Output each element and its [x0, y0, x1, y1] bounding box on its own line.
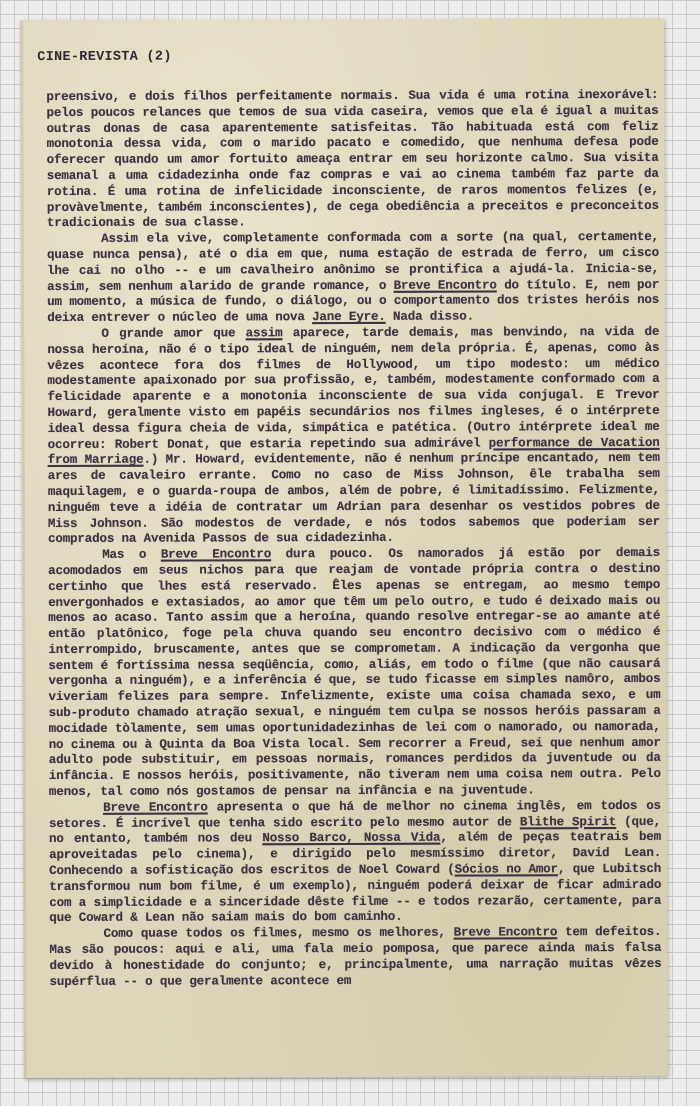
text-run: do título. E, nem por um momento, a música de fundo, o diálogo, ou o comportamento dos tristes heróis nos deixa entrever o núcleo de uma nova	[47, 277, 660, 326]
article-body	[46, 88, 661, 991]
underlined-title: Blithe Spirit	[519, 814, 617, 830]
text-run: dura pouco. Os namorados já estão por demais acomodados em seus nichos para que reajam de vontade própria contra o destino certinho que lhes está reservado. Êles apenas se entregam, ao mesmo tempo envergonhados e extasiados, ao amor que têm um pelo outro, e tudo é deixado mais ou menos ao acaso. Tanto assim que a heroína, quando resolve entregar-se ao amante até então platônico, foge pela chuva quando seu encontro decisivo com o médico é interrompido, bruscamente, antes que se comprometam. A indicação da vergonha que sentem é fortíssima nessa seqüência, como, aliás, em todo o filme (que não causará vergonha a ninguém), e a inferência é que, se tudo ficasse em simples namôro, ambos viveriam felizes para sempre. Infelizmente, existe uma coisa chamada sexo, e um sub-produto chamado atração sexual, e ninguém tem culpa se nossos heróis passaram a mocidade tòlamente, sem umas oportunidadezinhas de lei com o namorado, ou namorada, no cinema ou à Quinta da Boa Vista local. Sem recorrer a Freud, sei que nenhum amor adulto pode substituir, em pessoas normais, romances perdidos da juventude ou da infância. E nossos heróis, positivamente, não tiveram nem uma coisa nem outra. Pelo menos, tal como nós gostamos de pensar na infância e na juventude.	[48, 546, 661, 800]
text-run: Nada disso.	[385, 309, 474, 325]
underlined-title: Breve Encontro	[103, 800, 208, 815]
text-run: O grande amor que	[101, 326, 246, 341]
paragraph	[49, 799, 661, 928]
underlined-title: Breve Encontro	[160, 547, 272, 562]
underlined-title: Breve Encontro	[393, 278, 497, 293]
text-run: , além de peças teatrais bem aproveitadas pelo cinema), e dirigido pelo mesmíssimo diretor, David Lean. Conhecendo a sofisticação dos escritos de Noel Coward (	[49, 830, 662, 879]
text-run: Assim ela vive, completamente conformada com a sorte (na qual, certamente, quase nunca pensa), até o dia em que, numa estação de estrada de ferro, um cisco lhe cai no olho -- e um cavalheiro anônimo se prontifica a ajudá-la. Inicia-se, assim, sem nenhum alarido de grande romance, o	[46, 230, 660, 294]
underlined-title: Sócios no Amor	[454, 862, 558, 877]
text-run: Como quase todos os filmes, mesmo os melhores,	[103, 925, 454, 942]
text-run: .) Mr. Howard, evidentemente, não é nenhum príncipe encantado, nem tem ares de cavaleiro errante. Como no caso de Miss Johnson, êle trabalha sem maquilagem, e o guarda-roupa de ambos, além de pobre, é limitadíssimo. Felizmente, ninguém teve a idéia de contratar um Adrian para desenhar os vestidos pobres de Miss Johnson. São modestos de verdade, e nós todos sabemos que poderiam ser comprados na Avenida Passos de sua cidadezinha.	[47, 451, 660, 547]
underlined-title: Jane Eyre.	[312, 310, 386, 325]
underlined-title: performance de Vacation from Marriage	[47, 435, 660, 468]
paragraph	[47, 325, 660, 548]
typewritten-page	[20, 18, 668, 1078]
underlined-title: Breve Encontro	[453, 925, 558, 940]
paragraph	[47, 230, 659, 327]
text-run: , que Lubitsch transformou num bom filme, é um exemplo), ninguém poderá deixar de ficar admirado com a simplicidade e a sinceridade dêste filme -- e todos rezarão, certamente, para que Coward & Lean não saiam mais do bom caminho.	[49, 861, 662, 926]
page-header: CINE-REVISTA (2)	[37, 49, 172, 66]
text-run: Mas o	[102, 547, 161, 562]
paragraph	[48, 546, 661, 801]
underlined-title: assim	[245, 326, 283, 341]
text-run: apresenta o que há de melhor no cinema inglês, em todos os setores. É incrível que tenha sido escrito pelo mesmo autor de	[48, 798, 661, 831]
paragraph	[46, 88, 658, 232]
text-run: (que, no entanto, também nos deu	[48, 814, 661, 847]
text-run: tem defeitos. Mas são poucos: aqui e ali, uma fala meio pomposa, que parece ainda mais falsa devido à honestidade do conjunto; e, principalmente, uma narração muitas vêzes supérflua -- o que geralmente acontece em	[49, 925, 662, 989]
text-run: preensivo, e dois filhos perfeitamente normais. Sua vida é uma rotina inexorável: pelos poucos relances que temos de sua vida caseira, vemos que ela é igual a muitas outras donas de casa aparentemente satisfeitas. Tão habituada está com feliz monotonia dessa vida, com o marido pacato e comedido, que nenhuma defesa pode oferecer quando um amor fortuito ameaça entrar em seu horizonte calmo. Sua visita semanal a uma cidadezinha onde faz compras e vai ao cinema também faz parte da rotina. É uma rotina de infelicidade inconsciente, de raros momentos felizes (e, provàvelmente, também inconscientes), de cega obediência a preceitos e preconceitos tradicionais de sua classe.	[46, 87, 659, 231]
paragraph	[49, 925, 661, 990]
underlined-title: Nosso Barco, Nossa Vida	[262, 831, 441, 846]
text-run: aparece, tarde demais, mas benvindo, na vida de nossa heroína, não é o tipo ideal de ninguém, nem dela própria. É, apenas, como às vêzes acontece fora dos filmes de Hollywood, um tipo modesto: um médico modestamente apaixonado por sua profissão, e, também, modestamente conformado com a felicidade aparente e a monotonia inconsciente de sua vida conjugal. E Trevor Howard, geralmente visto em papéis secundários nos filmes ingleses, é o intérprete ideal dessa figura cheia de vida, simpática e patética. (Outro intérprete ideal me ocorreu: Robert Donat, que estaria repetindo sua admirável	[47, 324, 660, 452]
